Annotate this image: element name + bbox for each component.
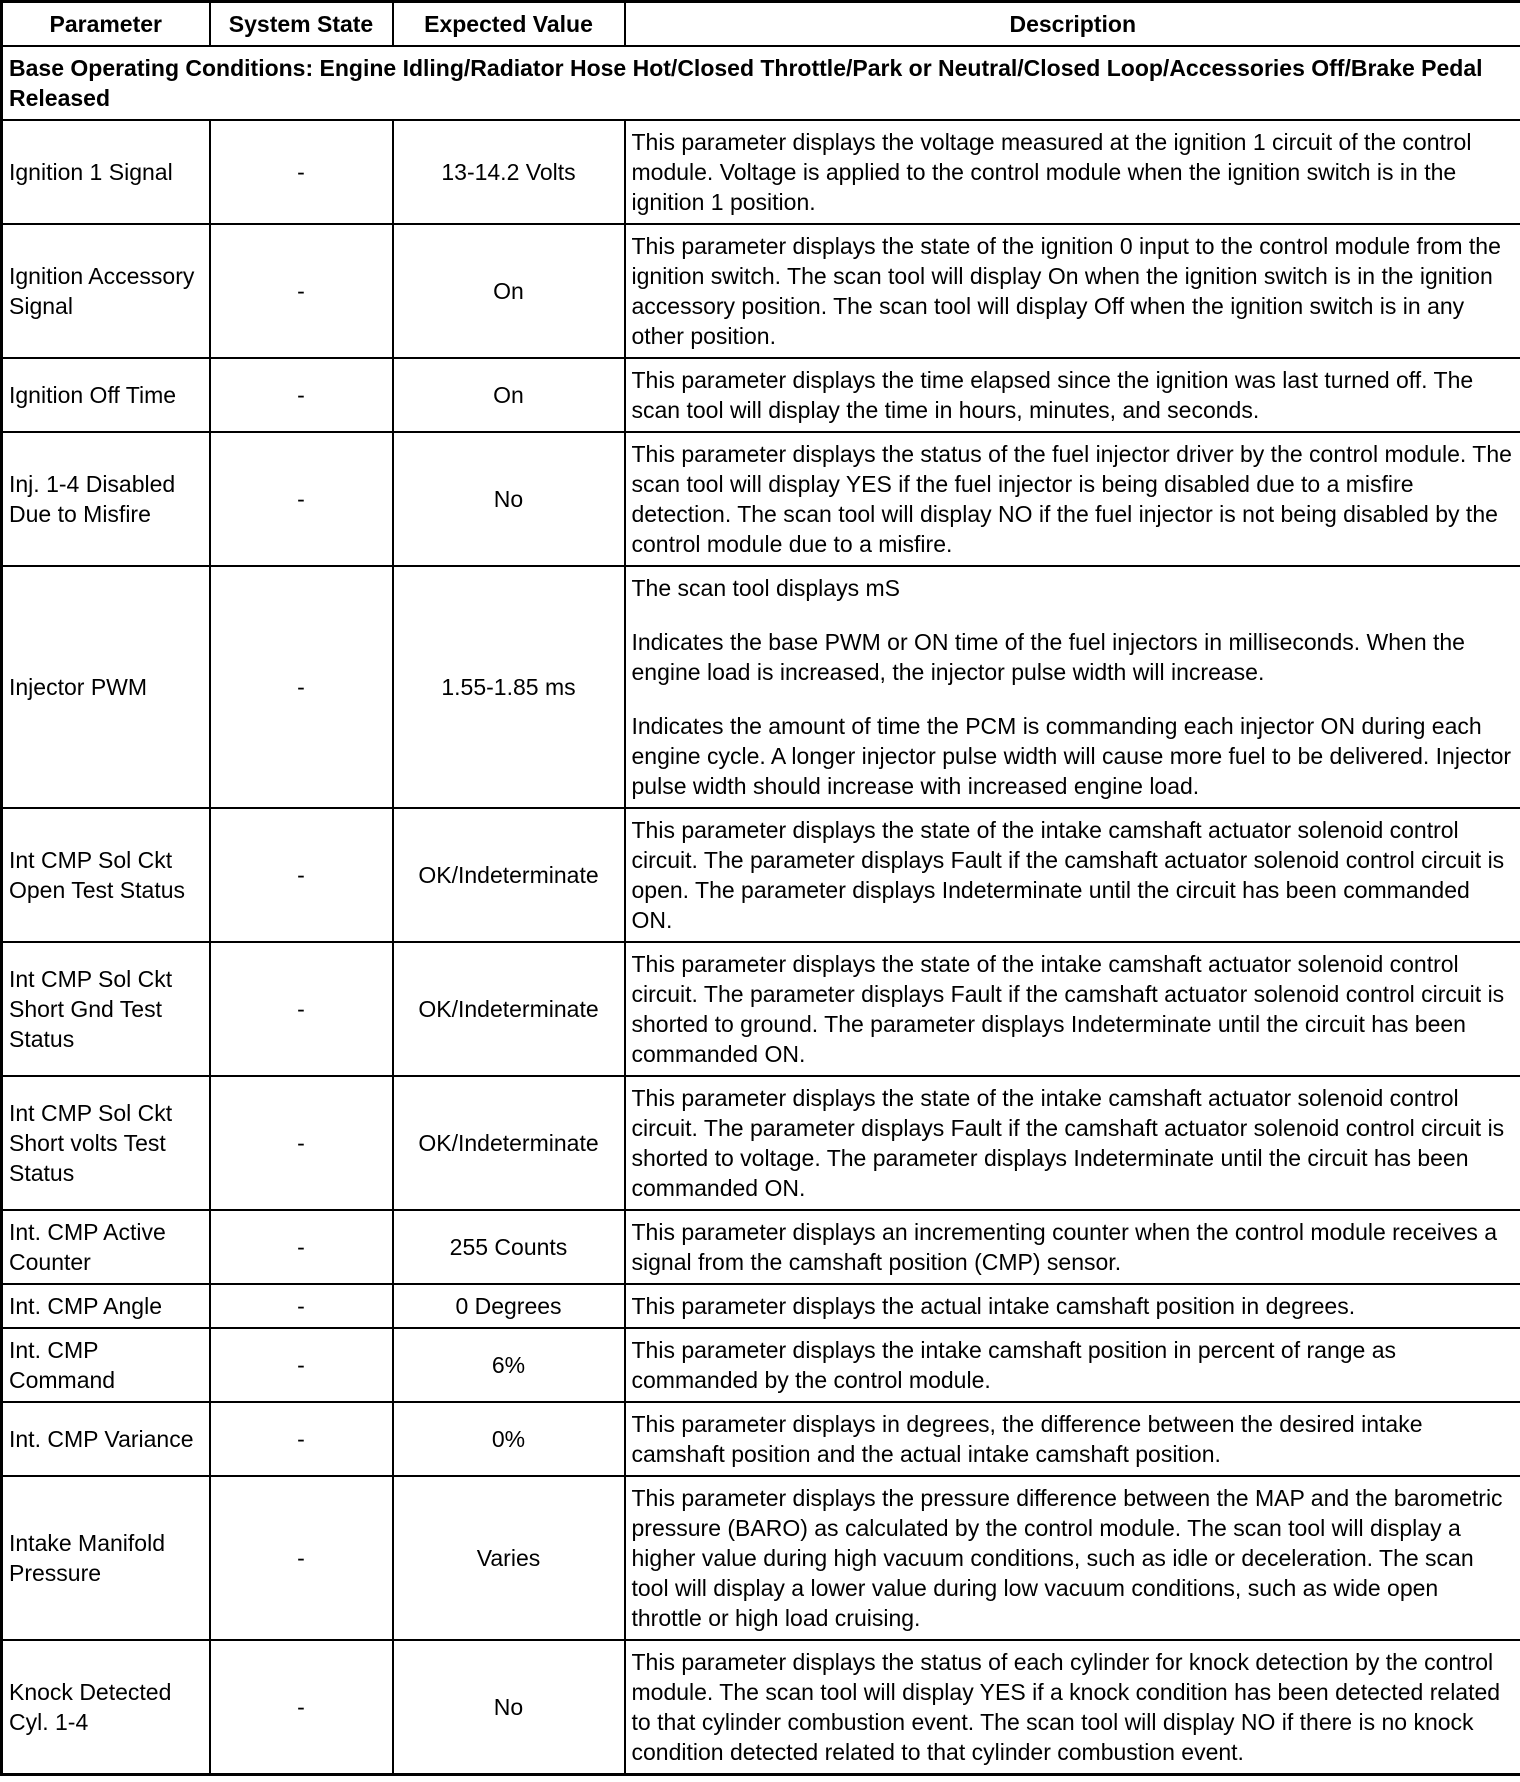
cell-parameter: Int CMP Sol Ckt Short volts Test Status <box>2 1076 210 1210</box>
table-row <box>2 808 1520 942</box>
section-row <box>2 46 1520 120</box>
table-row <box>2 1328 1520 1402</box>
header-expected-value: Expected Value <box>393 2 625 47</box>
cell-parameter: Ignition Accessory Signal <box>2 224 210 358</box>
description-paragraph: This parameter displays the state of the intake camshaft actuator solenoid control circuit. The parameter displays Fault if the camshaft actuator solenoid control circuit is shorted to ground. The parameter displays Indeterminate until the circuit has been commanded ON. <box>631 951 1505 1067</box>
cell-expected-value: On <box>393 358 625 432</box>
cell-parameter: Knock Detected Cyl. 1-4 <box>2 1640 210 1775</box>
cell-expected-value: 1.55-1.85 ms <box>393 566 625 808</box>
cell-description <box>625 1284 1520 1328</box>
cell-parameter: Int CMP Sol Ckt Open Test Status <box>2 808 210 942</box>
table-row <box>2 1476 1520 1640</box>
cell-parameter: Int. CMP Active Counter <box>2 1210 210 1284</box>
table-row <box>2 1640 1520 1775</box>
cell-expected-value: On <box>393 224 625 358</box>
cell-parameter: Injector PWM <box>2 566 210 808</box>
cell-description <box>625 808 1520 942</box>
cell-description <box>625 1640 1520 1775</box>
cell-system-state: - <box>210 432 393 566</box>
table-row <box>2 432 1520 566</box>
cell-system-state: - <box>210 358 393 432</box>
description-paragraph: Indicates the amount of time the PCM is commanding each injector ON during each engine cycle. A longer injector pulse width will cause more fuel to be delivered. Injector pulse width should increase with increased engine load. <box>631 713 1512 799</box>
cell-expected-value: OK/Indeterminate <box>393 808 625 942</box>
table-row <box>2 1076 1520 1210</box>
cell-expected-value: No <box>393 1640 625 1775</box>
cell-expected-value: No <box>393 432 625 566</box>
cell-parameter: Int. CMP Variance <box>2 1402 210 1476</box>
cell-system-state: - <box>210 1328 393 1402</box>
cell-system-state: - <box>210 1284 393 1328</box>
cell-expected-value: 255 Counts <box>393 1210 625 1284</box>
description-paragraph: This parameter displays the time elapsed since the ignition was last turned off. The scan tool will display the time in hours, minutes, and seconds. <box>631 367 1474 423</box>
cell-parameter: Int. CMP Command <box>2 1328 210 1402</box>
cell-expected-value: OK/Indeterminate <box>393 942 625 1076</box>
description-paragraph: This parameter displays an incrementing counter when the control module receives a signal from the camshaft position (CMP) sensor. <box>631 1219 1497 1275</box>
cell-system-state: - <box>210 942 393 1076</box>
cell-description <box>625 1402 1520 1476</box>
cell-expected-value: 6% <box>393 1328 625 1402</box>
header-description: Description <box>625 2 1520 47</box>
cell-system-state: - <box>210 1476 393 1640</box>
cell-description <box>625 942 1520 1076</box>
cell-description <box>625 1076 1520 1210</box>
cell-description <box>625 1476 1520 1640</box>
header-row <box>2 2 1520 47</box>
table-header <box>2 2 1520 47</box>
cell-description <box>625 358 1520 432</box>
description-paragraph: This parameter displays the intake camshaft position in percent of range as commanded by the control module. <box>631 1337 1397 1393</box>
header-parameter: Parameter <box>2 2 210 47</box>
table-row <box>2 1284 1520 1328</box>
description-paragraph: This parameter displays the actual intake camshaft position in degrees. <box>631 1293 1356 1319</box>
cell-description <box>625 224 1520 358</box>
cell-system-state: - <box>210 120 393 224</box>
cell-parameter: Ignition 1 Signal <box>2 120 210 224</box>
cell-system-state: - <box>210 1640 393 1775</box>
cell-system-state: - <box>210 566 393 808</box>
cell-system-state: - <box>210 1076 393 1210</box>
table-row <box>2 224 1520 358</box>
description-paragraph: This parameter displays in degrees, the difference between the desired intake camshaft position and the actual intake camshaft position. <box>631 1411 1423 1467</box>
description-paragraph: The scan tool displays mS <box>631 575 900 601</box>
cell-description <box>625 120 1520 224</box>
description-paragraph: This parameter displays the status of the fuel injector driver by the control module. The scan tool will display YES if the fuel injector is being disabled due to a misfire detection. The scan tool will display NO if the fuel injector is not being disabled by the control module due to a misfire. <box>631 441 1512 557</box>
cell-expected-value: 13-14.2 Volts <box>393 120 625 224</box>
table-row <box>2 1210 1520 1284</box>
cell-parameter: Ignition Off Time <box>2 358 210 432</box>
table-body <box>2 46 1520 1775</box>
cell-parameter: Intake Manifold Pressure <box>2 1476 210 1640</box>
cell-description <box>625 432 1520 566</box>
cell-description <box>625 566 1520 808</box>
description-paragraph: This parameter displays the state of the intake camshaft actuator solenoid control circuit. The parameter displays Fault if the camshaft actuator solenoid control circuit is open. The parameter displays Indeterminate until the circuit has been commanded ON. <box>631 817 1505 933</box>
cell-parameter: Int. CMP Angle <box>2 1284 210 1328</box>
description-paragraph: This parameter displays the status of each cylinder for knock detection by the control module. The scan tool will display YES if a knock condition has been detected related to that cylinder combustion event. The scan tool will display NO if there is no knock condition detected related to that cylinder combustion event. <box>631 1649 1501 1765</box>
table-row <box>2 942 1520 1076</box>
description-paragraph: Indicates the base PWM or ON time of the fuel injectors in milliseconds. When the engine load is increased, the injector pulse width will increase. <box>631 629 1465 685</box>
cell-expected-value: OK/Indeterminate <box>393 1076 625 1210</box>
table-row <box>2 120 1520 224</box>
cell-parameter: Int CMP Sol Ckt Short Gnd Test Status <box>2 942 210 1076</box>
cell-expected-value: Varies <box>393 1476 625 1640</box>
table-row <box>2 566 1520 808</box>
description-paragraph: This parameter displays the state of the intake camshaft actuator solenoid control circuit. The parameter displays Fault if the camshaft actuator solenoid control circuit is shorted to voltage. The parameter displays Indeterminate until the circuit has been commanded ON. <box>631 1085 1505 1201</box>
cell-expected-value: 0 Degrees <box>393 1284 625 1328</box>
cell-description <box>625 1210 1520 1284</box>
table-row <box>2 358 1520 432</box>
cell-description <box>625 1328 1520 1402</box>
cell-system-state: - <box>210 1210 393 1284</box>
cell-system-state: - <box>210 224 393 358</box>
description-paragraph: This parameter displays the pressure difference between the MAP and the barometric pressure (BARO) as calculated by the control module. The scan tool will display a higher value during high vacuum conditions, such as idle or deceleration. The scan tool will display a lower value during low vacuum conditions, such as wide open throttle or high load cruising. <box>631 1485 1503 1631</box>
table-row <box>2 1402 1520 1476</box>
cell-system-state: - <box>210 808 393 942</box>
cell-system-state: - <box>210 1402 393 1476</box>
description-paragraph: This parameter displays the state of the ignition 0 input to the control module from the ignition switch. The scan tool will display On when the ignition switch is in the ignition accessory position. The scan tool will display Off when the ignition switch is in any other position. <box>631 233 1501 349</box>
header-system-state: System State <box>210 2 393 47</box>
description-paragraph: This parameter displays the voltage measured at the ignition 1 circuit of the control module. Voltage is applied to the control module when the ignition switch is in the ignition 1 position. <box>631 129 1472 215</box>
cell-parameter: Inj. 1-4 Disabled Due to Misfire <box>2 432 210 566</box>
section-title: Base Operating Conditions: Engine Idling/Radiator Hose Hot/Closed Throttle/Park or Neutral/Closed Loop/Accessories Off/Brake Pedal Released <box>2 46 1520 120</box>
cell-expected-value: 0% <box>393 1402 625 1476</box>
